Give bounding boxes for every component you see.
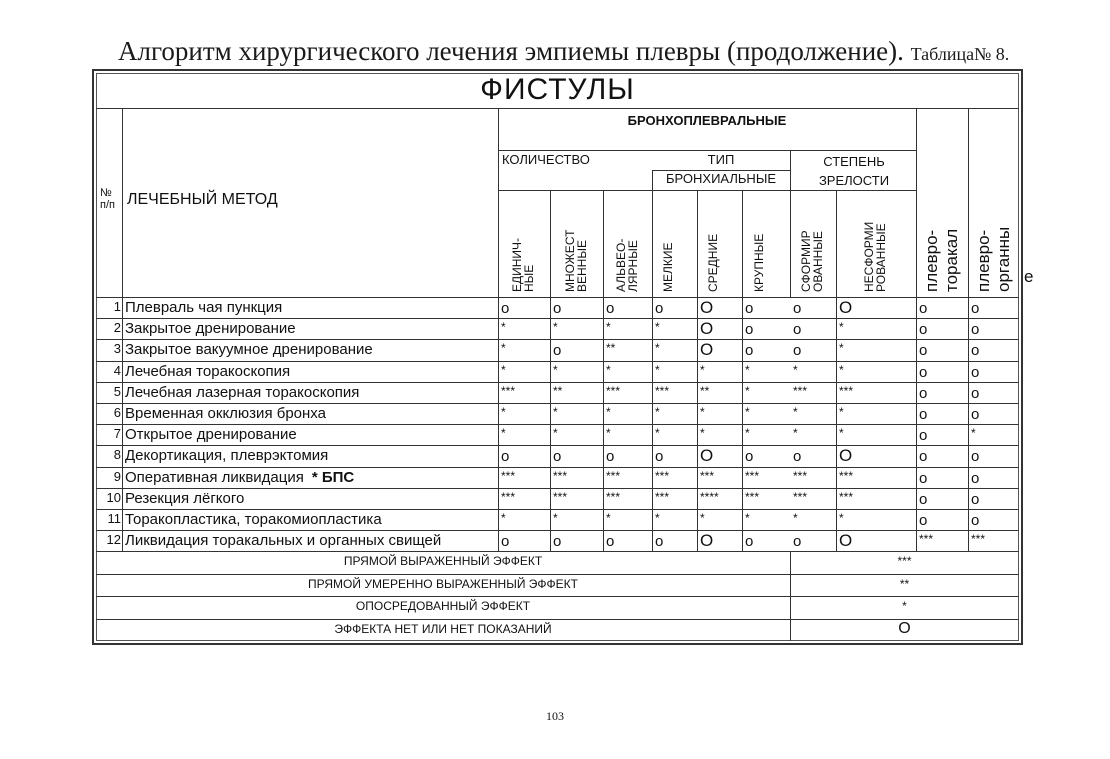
table-cell: *** <box>793 383 808 398</box>
table-cell: * <box>839 511 844 525</box>
table-cell: о <box>919 363 928 381</box>
table-cell: О <box>700 298 714 317</box>
grid-line <box>96 467 1019 468</box>
column-header-2: МНОЖЕСТ ВЕННЫЕ <box>562 229 589 292</box>
row-number: 1 <box>113 299 121 314</box>
table-cell: * <box>700 426 705 441</box>
table-cell: * <box>745 383 750 398</box>
grid-line <box>603 190 604 552</box>
table-cell: * <box>553 511 558 525</box>
table-cell: *** <box>501 383 516 398</box>
table-cell: о <box>655 300 664 317</box>
table-cell: о <box>501 448 510 466</box>
legend-label: ПРЯМОЙ УМЕРЕННО ВЫРАЖЕННЫЙ ЭФФЕКТ <box>308 576 578 591</box>
table-cell: о <box>553 533 562 551</box>
row-method-suffix: * БПС <box>311 468 355 486</box>
table-cell: о <box>919 448 928 466</box>
table-cell: о <box>793 300 802 317</box>
table-cell: * <box>553 405 558 419</box>
column-header-7: СФОРМИР ОВАННЫЕ <box>799 230 825 292</box>
grid-line <box>96 403 1019 404</box>
row-number: 11 <box>107 511 121 526</box>
table-cell: о <box>606 533 615 551</box>
table-cell: о <box>971 300 980 317</box>
table-cell: *** <box>971 532 986 547</box>
table-cell: * <box>839 341 844 356</box>
page-title <box>118 36 1009 67</box>
table-cell: * <box>793 426 798 441</box>
table-cell: ** <box>606 341 616 356</box>
table-cell: о <box>919 512 928 529</box>
table-cell: * <box>606 405 611 419</box>
grid-line <box>652 170 653 297</box>
row-method: Открытое дренирование <box>125 426 297 444</box>
column-header-5: СРЕДНИЕ <box>705 233 720 292</box>
table-cell: *** <box>655 383 670 398</box>
row-number: 6 <box>113 405 121 420</box>
grid-line <box>96 551 1019 552</box>
grid-line <box>96 108 1019 109</box>
table-cell: *** <box>745 468 760 483</box>
table-cell: *** <box>655 489 670 504</box>
table-cell: * <box>745 426 750 441</box>
table-cell: * <box>606 511 611 525</box>
table-cell: * <box>971 426 976 441</box>
subheader-type: ТИП <box>707 152 735 167</box>
table-cell: * <box>745 511 750 525</box>
legend-symbol: *** <box>897 554 912 569</box>
table-cell: * <box>700 405 705 419</box>
table-cell: *** <box>606 383 621 398</box>
row-method: Резекция лёгкого <box>125 489 245 507</box>
table-cell: О <box>700 446 714 466</box>
row-method: Плевраль чая пункция <box>125 299 283 316</box>
grid-line <box>96 297 1019 298</box>
row-number: 7 <box>113 426 121 442</box>
grid-line <box>122 108 123 552</box>
table-cell: о <box>919 406 928 423</box>
row-number: 8 <box>113 447 121 463</box>
table-cell: * <box>839 320 844 335</box>
grid-line <box>498 150 916 151</box>
table-cell: * <box>501 341 506 356</box>
table-cell: * <box>655 511 660 525</box>
table-cell: о <box>793 448 802 466</box>
table-cell: *** <box>606 489 621 504</box>
grid-line <box>96 596 1019 597</box>
table-cell: * <box>501 405 506 419</box>
table-cell: О <box>700 340 714 360</box>
table-cell: о <box>919 384 928 402</box>
table-number: Таблица№ 8. <box>910 44 1010 64</box>
row-number: 3 <box>113 341 121 357</box>
grid-line <box>836 190 837 552</box>
row-number: 4 <box>113 362 121 378</box>
table-cell: * <box>501 511 506 525</box>
row-number: 9 <box>113 468 121 484</box>
table-cell: О <box>839 446 853 466</box>
table-cell: * <box>501 320 506 335</box>
grid-line <box>697 190 698 552</box>
table-cell: * <box>793 405 798 419</box>
table-cell: о <box>745 342 754 360</box>
table-cell: *** <box>839 383 854 398</box>
table-cell: о <box>793 321 802 339</box>
table-cell: о <box>655 448 664 466</box>
table-cell: *** <box>606 468 621 483</box>
table-cell: О <box>839 531 853 551</box>
table-cell: * <box>606 426 611 441</box>
legend-label: ОПОСРЕДОВАННЫЙ ЭФФЕКТ <box>355 599 531 614</box>
table-cell: * <box>839 362 844 377</box>
legend-symbol: ** <box>899 576 910 591</box>
table-cell: * <box>655 362 660 377</box>
table-cell: *** <box>793 468 808 483</box>
table-cell: *** <box>745 489 760 504</box>
row-method: Закрытое вакуумное дренирование <box>125 341 373 359</box>
column-header-6: КРУПНЫЕ <box>752 233 766 292</box>
table-cell: О <box>839 298 853 317</box>
table-cell: * <box>745 405 750 419</box>
table-cell: *** <box>501 468 516 483</box>
table-cell: о <box>655 533 664 551</box>
table-cell: * <box>553 362 558 377</box>
table-cell: * <box>839 426 844 441</box>
row-number: 5 <box>113 383 121 399</box>
table-cell: о <box>553 300 562 317</box>
table-cell: ** <box>553 383 563 398</box>
grid-line <box>916 108 917 552</box>
grid-line <box>550 190 551 552</box>
grid-line <box>96 619 1019 620</box>
table-cell: * <box>793 511 798 525</box>
grid-line <box>498 108 499 552</box>
table-cell: *** <box>501 489 516 504</box>
table-cell: о <box>971 363 980 381</box>
title-main: Алгоритм хирургического лечения эмпиемы плевры (продолжение). <box>118 36 904 66</box>
table-cell: о <box>971 490 980 508</box>
table-cell: * <box>839 405 844 419</box>
row-number: 12 <box>106 532 121 548</box>
grid-line <box>96 339 1019 340</box>
column-header-3: АЛЬВЕО- ЛЯРНЫЕ <box>613 238 640 292</box>
grid-line <box>96 445 1019 446</box>
table-cell: *** <box>655 468 670 483</box>
table-cell: о <box>745 448 754 466</box>
table-cell: *** <box>553 468 568 483</box>
table-cell: *** <box>919 532 934 547</box>
grid-line <box>96 509 1019 510</box>
subheader-count: КОЛИЧЕСТВО <box>502 152 590 167</box>
table-cell: * <box>606 320 611 335</box>
column-header-number: № п/п <box>100 187 115 211</box>
table-cell: * <box>501 362 506 377</box>
grid-line <box>96 424 1019 425</box>
table-cell: о <box>919 427 928 445</box>
row-number: 10 <box>106 489 121 505</box>
table-cell: о <box>745 533 754 551</box>
page-number: 103 <box>546 709 564 723</box>
grid-line <box>96 382 1019 383</box>
group-header-bronchopleural: БРОНХОПЛЕВРАЛЬНЫЕ <box>627 113 787 128</box>
row-method: Ликвидация торакальных и органных свищей <box>125 532 442 550</box>
table-cell: о <box>971 469 980 487</box>
table-cell: * <box>700 511 705 525</box>
row-method: Торакопластика, торакомиопластика <box>125 511 382 528</box>
legend-symbol: * <box>902 599 907 614</box>
subheader-maturity: СТЕПЕНЬ ЗРЕЛОСТИ <box>818 154 890 188</box>
row-number: 2 <box>113 320 121 336</box>
table-cell: о <box>606 448 615 466</box>
table-cell: о <box>919 490 928 508</box>
column-header-8: НЕСФОРМИ РОВАННЫЕ <box>862 221 888 292</box>
grid-line <box>742 190 743 552</box>
row-method: Декортикация, плеврэктомия <box>125 447 329 465</box>
table-cell: о <box>553 342 562 360</box>
table-cell: о <box>971 342 980 360</box>
legend-symbol: О <box>898 619 911 637</box>
table-cell: о <box>971 384 980 402</box>
column-header-4: МЕЛКИЕ <box>660 242 675 292</box>
table-cell: * <box>700 362 705 377</box>
table-cell: о <box>971 321 980 339</box>
row-method: Временная окклюзия бронха <box>125 405 326 422</box>
table-cell: о <box>745 321 754 339</box>
grid-line <box>968 108 969 552</box>
column-header-method: ЛЕЧЕБНЫЙ МЕТОД <box>127 191 278 208</box>
column-header-1: ЕДИНИЧ- НЫЕ <box>510 237 536 292</box>
table-cell: о <box>919 300 928 317</box>
table-cell: о <box>606 300 615 317</box>
table-cell: * <box>655 341 660 356</box>
table-cell: * <box>655 426 660 441</box>
table-cell: ** <box>700 383 710 398</box>
table-cell: * <box>553 426 558 441</box>
column-header-10: плевро- органны <box>973 226 1013 292</box>
legend-label: ЭФФЕКТА НЕТ ИЛИ НЕТ ПОКАЗАНИЙ <box>334 621 552 636</box>
table-cell: о <box>971 448 980 466</box>
table-cell: о <box>793 533 802 551</box>
table-cell: * <box>745 362 750 377</box>
table-cell: * <box>655 405 660 419</box>
table-cell: о <box>793 342 802 360</box>
row-method: Лечебная лазерная торакоскопия <box>125 383 360 401</box>
table-cell: о <box>971 406 980 423</box>
grid-line <box>96 530 1019 531</box>
table-cell: *** <box>700 468 715 483</box>
grid-line <box>498 190 916 191</box>
row-method: Оперативная ликвидация * БПС <box>125 468 355 486</box>
section-title: ФИСТУЛЫ <box>480 73 635 106</box>
table-cell: о <box>501 300 510 317</box>
margin-char: е <box>1024 267 1034 286</box>
table-cell: о <box>971 512 980 529</box>
row-method: Закрытое дренирование <box>125 320 296 338</box>
table-cell: О <box>700 319 714 339</box>
table-cell: *** <box>793 489 808 504</box>
grid-line <box>790 150 791 297</box>
table-cell: о <box>919 342 928 360</box>
table-cell: о <box>919 469 928 487</box>
grid-line <box>96 488 1019 489</box>
table-cell: * <box>655 320 660 335</box>
column-header-9: плевро- торакал <box>922 228 961 292</box>
table-cell: о <box>919 321 928 339</box>
table-cell: * <box>793 362 798 377</box>
table-cell: *** <box>553 489 568 504</box>
table-cell: * <box>501 426 506 441</box>
table-cell: о <box>745 300 754 317</box>
table-cell: о <box>553 448 562 466</box>
table-cell: о <box>501 533 510 551</box>
table-cell: **** <box>700 489 719 504</box>
legend-label: ПРЯМОЙ ВЫРАЖЕННЫЙ ЭФФЕКТ <box>343 554 543 569</box>
table-cell: * <box>553 320 558 335</box>
table-cell: * <box>606 362 611 377</box>
table-cell: *** <box>839 489 854 504</box>
grid-line <box>96 361 1019 362</box>
table-cell: О <box>700 531 714 551</box>
table-cell: *** <box>839 468 854 483</box>
subheader-bronchial: БРОНХИАЛЬНЫЕ <box>665 171 777 186</box>
grid-line <box>96 574 1019 575</box>
grid-line <box>96 318 1019 319</box>
row-method: Лечебная торакоскопия <box>125 362 291 380</box>
